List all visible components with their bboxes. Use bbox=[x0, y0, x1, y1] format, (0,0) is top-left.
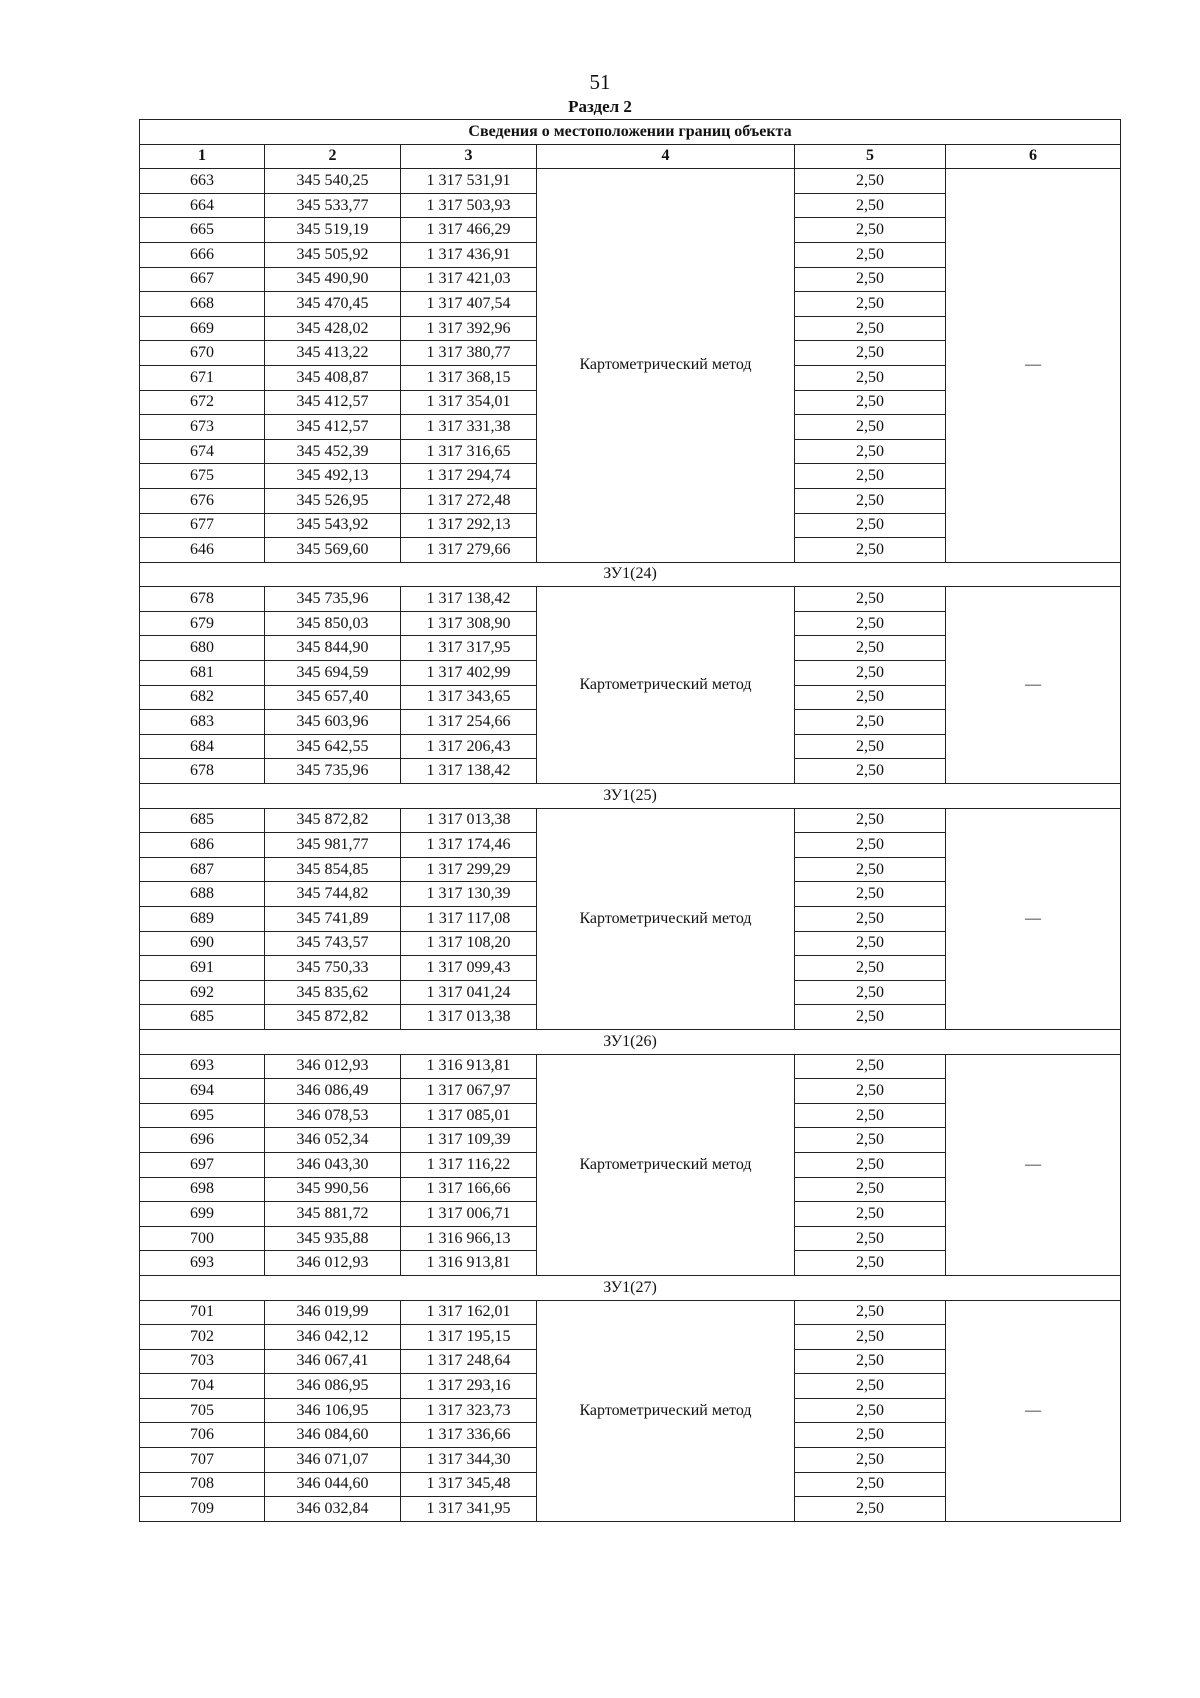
coord-x: 345 413,22 bbox=[265, 341, 401, 366]
method-cell: Картометрический метод bbox=[537, 587, 795, 784]
accuracy: 2,50 bbox=[795, 808, 946, 833]
coord-y: 1 317 316,65 bbox=[401, 439, 537, 464]
coord-y: 1 317 344,30 bbox=[401, 1448, 537, 1473]
accuracy: 2,50 bbox=[795, 1325, 946, 1350]
coord-x: 346 032,84 bbox=[265, 1497, 401, 1522]
point-number: 678 bbox=[140, 587, 265, 612]
coord-x: 345 526,95 bbox=[265, 488, 401, 513]
plot-label: ЗУ1(24) bbox=[140, 562, 1121, 587]
coord-x: 345 452,39 bbox=[265, 439, 401, 464]
coord-x: 345 741,89 bbox=[265, 907, 401, 932]
coord-x: 346 067,41 bbox=[265, 1349, 401, 1374]
point-number: 685 bbox=[140, 1005, 265, 1030]
plot-header-row bbox=[140, 1029, 1121, 1054]
coord-y: 1 316 966,13 bbox=[401, 1226, 537, 1251]
coord-y: 1 317 109,39 bbox=[401, 1128, 537, 1153]
point-number: 681 bbox=[140, 661, 265, 686]
coord-y: 1 317 368,15 bbox=[401, 365, 537, 390]
coord-x: 345 854,85 bbox=[265, 857, 401, 882]
coord-x: 345 881,72 bbox=[265, 1202, 401, 1227]
accuracy: 2,50 bbox=[795, 1398, 946, 1423]
point-number: 697 bbox=[140, 1152, 265, 1177]
point-number: 684 bbox=[140, 734, 265, 759]
plot-label: ЗУ1(27) bbox=[140, 1275, 1121, 1300]
point-number: 673 bbox=[140, 415, 265, 440]
coord-y: 1 317 013,38 bbox=[401, 1005, 537, 1030]
coord-y: 1 317 308,90 bbox=[401, 611, 537, 636]
coord-y: 1 317 206,43 bbox=[401, 734, 537, 759]
coord-x: 345 735,96 bbox=[265, 587, 401, 612]
accuracy: 2,50 bbox=[795, 1103, 946, 1128]
coord-x: 346 078,53 bbox=[265, 1103, 401, 1128]
coord-y: 1 317 117,08 bbox=[401, 907, 537, 932]
point-number: 677 bbox=[140, 513, 265, 538]
coord-x: 346 106,95 bbox=[265, 1398, 401, 1423]
coord-x: 345 844,90 bbox=[265, 636, 401, 661]
coord-y: 1 317 407,54 bbox=[401, 292, 537, 317]
accuracy: 2,50 bbox=[795, 316, 946, 341]
coord-y: 1 316 913,81 bbox=[401, 1054, 537, 1079]
accuracy: 2,50 bbox=[795, 488, 946, 513]
coord-y: 1 317 336,66 bbox=[401, 1423, 537, 1448]
point-number: 693 bbox=[140, 1054, 265, 1079]
coord-y: 1 317 099,43 bbox=[401, 956, 537, 981]
coord-y: 1 317 436,91 bbox=[401, 242, 537, 267]
coord-y: 1 317 130,39 bbox=[401, 882, 537, 907]
point-number: 705 bbox=[140, 1398, 265, 1423]
table-row bbox=[140, 169, 1121, 194]
point-number: 696 bbox=[140, 1128, 265, 1153]
coord-y: 1 317 108,20 bbox=[401, 931, 537, 956]
accuracy: 2,50 bbox=[795, 1128, 946, 1153]
accuracy: 2,50 bbox=[795, 956, 946, 981]
coord-x: 345 735,96 bbox=[265, 759, 401, 784]
coord-y: 1 317 293,16 bbox=[401, 1374, 537, 1399]
accuracy: 2,50 bbox=[795, 513, 946, 538]
point-number: 670 bbox=[140, 341, 265, 366]
coord-y: 1 317 402,99 bbox=[401, 661, 537, 686]
point-number: 676 bbox=[140, 488, 265, 513]
coord-y: 1 317 466,29 bbox=[401, 218, 537, 243]
point-number: 675 bbox=[140, 464, 265, 489]
coord-y: 1 317 292,13 bbox=[401, 513, 537, 538]
accuracy: 2,50 bbox=[795, 611, 946, 636]
note-cell: — bbox=[946, 587, 1121, 784]
accuracy: 2,50 bbox=[795, 365, 946, 390]
column-header-row bbox=[140, 144, 1121, 169]
point-number: 678 bbox=[140, 759, 265, 784]
coord-x: 346 052,34 bbox=[265, 1128, 401, 1153]
accuracy: 2,50 bbox=[795, 1497, 946, 1522]
point-number: 663 bbox=[140, 169, 265, 194]
point-number: 699 bbox=[140, 1202, 265, 1227]
table-caption-row bbox=[140, 120, 1121, 145]
coord-x: 345 835,62 bbox=[265, 980, 401, 1005]
coord-y: 1 317 272,48 bbox=[401, 488, 537, 513]
table-caption: Сведения о местоположении границ объекта bbox=[140, 120, 1121, 145]
point-number: 694 bbox=[140, 1079, 265, 1104]
coord-x: 346 012,93 bbox=[265, 1251, 401, 1276]
coord-x: 346 019,99 bbox=[265, 1300, 401, 1325]
accuracy: 2,50 bbox=[795, 1079, 946, 1104]
point-number: 702 bbox=[140, 1325, 265, 1350]
table-body bbox=[140, 169, 1121, 1522]
accuracy: 2,50 bbox=[795, 1374, 946, 1399]
column-header: 1 bbox=[140, 144, 265, 169]
coord-y: 1 317 354,01 bbox=[401, 390, 537, 415]
accuracy: 2,50 bbox=[795, 218, 946, 243]
point-number: 667 bbox=[140, 267, 265, 292]
coord-x: 345 694,59 bbox=[265, 661, 401, 686]
coord-y: 1 317 041,24 bbox=[401, 980, 537, 1005]
point-number: 683 bbox=[140, 710, 265, 735]
accuracy: 2,50 bbox=[795, 169, 946, 194]
point-number: 700 bbox=[140, 1226, 265, 1251]
point-number: 685 bbox=[140, 808, 265, 833]
page-number: 51 bbox=[589, 70, 611, 94]
accuracy: 2,50 bbox=[795, 587, 946, 612]
point-number: 698 bbox=[140, 1177, 265, 1202]
coord-y: 1 317 195,15 bbox=[401, 1325, 537, 1350]
plot-header-row bbox=[140, 562, 1121, 587]
coord-y: 1 317 279,66 bbox=[401, 538, 537, 563]
accuracy: 2,50 bbox=[795, 882, 946, 907]
point-number: 682 bbox=[140, 685, 265, 710]
coord-x: 345 540,25 bbox=[265, 169, 401, 194]
accuracy: 2,50 bbox=[795, 1177, 946, 1202]
coord-x: 346 012,93 bbox=[265, 1054, 401, 1079]
note-cell: — bbox=[946, 808, 1121, 1029]
coord-y: 1 317 116,22 bbox=[401, 1152, 537, 1177]
accuracy: 2,50 bbox=[795, 292, 946, 317]
accuracy: 2,50 bbox=[795, 1300, 946, 1325]
accuracy: 2,50 bbox=[795, 734, 946, 759]
point-number: 690 bbox=[140, 931, 265, 956]
coord-y: 1 317 294,74 bbox=[401, 464, 537, 489]
method-cell: Картометрический метод bbox=[537, 169, 795, 563]
method-cell: Картометрический метод bbox=[537, 1300, 795, 1521]
coord-y: 1 317 331,38 bbox=[401, 415, 537, 440]
coord-y: 1 317 345,48 bbox=[401, 1472, 537, 1497]
coord-x: 345 872,82 bbox=[265, 1005, 401, 1030]
column-header: 2 bbox=[265, 144, 401, 169]
point-number: 679 bbox=[140, 611, 265, 636]
coord-y: 1 317 299,29 bbox=[401, 857, 537, 882]
coord-x: 345 657,40 bbox=[265, 685, 401, 710]
plot-label: ЗУ1(25) bbox=[140, 784, 1121, 809]
coord-y: 1 317 013,38 bbox=[401, 808, 537, 833]
point-number: 704 bbox=[140, 1374, 265, 1399]
coord-x: 345 743,57 bbox=[265, 931, 401, 956]
coord-y: 1 317 174,46 bbox=[401, 833, 537, 858]
accuracy: 2,50 bbox=[795, 242, 946, 267]
accuracy: 2,50 bbox=[795, 1152, 946, 1177]
coord-x: 346 084,60 bbox=[265, 1423, 401, 1448]
column-header: 6 bbox=[946, 144, 1121, 169]
coord-x: 345 981,77 bbox=[265, 833, 401, 858]
point-number: 706 bbox=[140, 1423, 265, 1448]
coord-y: 1 317 421,03 bbox=[401, 267, 537, 292]
accuracy: 2,50 bbox=[795, 439, 946, 464]
coord-x: 345 569,60 bbox=[265, 538, 401, 563]
point-number: 669 bbox=[140, 316, 265, 341]
coord-x: 345 490,90 bbox=[265, 267, 401, 292]
accuracy: 2,50 bbox=[795, 1202, 946, 1227]
accuracy: 2,50 bbox=[795, 267, 946, 292]
accuracy: 2,50 bbox=[795, 1472, 946, 1497]
coord-y: 1 317 323,73 bbox=[401, 1398, 537, 1423]
accuracy: 2,50 bbox=[795, 685, 946, 710]
column-header: 4 bbox=[537, 144, 795, 169]
coord-x: 345 519,19 bbox=[265, 218, 401, 243]
coord-x: 345 543,92 bbox=[265, 513, 401, 538]
point-number: 688 bbox=[140, 882, 265, 907]
column-header: 3 bbox=[401, 144, 537, 169]
coord-x: 345 428,02 bbox=[265, 316, 401, 341]
point-number: 707 bbox=[140, 1448, 265, 1473]
point-number: 646 bbox=[140, 538, 265, 563]
accuracy: 2,50 bbox=[795, 980, 946, 1005]
coord-y: 1 317 380,77 bbox=[401, 341, 537, 366]
accuracy: 2,50 bbox=[795, 390, 946, 415]
coord-x: 346 044,60 bbox=[265, 1472, 401, 1497]
point-number: 664 bbox=[140, 193, 265, 218]
point-number: 708 bbox=[140, 1472, 265, 1497]
accuracy: 2,50 bbox=[795, 538, 946, 563]
table-row bbox=[140, 808, 1121, 833]
accuracy: 2,50 bbox=[795, 1005, 946, 1030]
coord-y: 1 317 317,95 bbox=[401, 636, 537, 661]
point-number: 692 bbox=[140, 980, 265, 1005]
coord-x: 345 603,96 bbox=[265, 710, 401, 735]
point-number: 687 bbox=[140, 857, 265, 882]
coord-x: 345 642,55 bbox=[265, 734, 401, 759]
note-cell: — bbox=[946, 1054, 1121, 1275]
accuracy: 2,50 bbox=[795, 636, 946, 661]
coord-x: 345 533,77 bbox=[265, 193, 401, 218]
accuracy: 2,50 bbox=[795, 1054, 946, 1079]
coord-x: 345 872,82 bbox=[265, 808, 401, 833]
accuracy: 2,50 bbox=[795, 415, 946, 440]
coord-x: 345 990,56 bbox=[265, 1177, 401, 1202]
coord-x: 345 750,33 bbox=[265, 956, 401, 981]
coord-x: 345 408,87 bbox=[265, 365, 401, 390]
coord-y: 1 317 085,01 bbox=[401, 1103, 537, 1128]
accuracy: 2,50 bbox=[795, 464, 946, 489]
point-number: 671 bbox=[140, 365, 265, 390]
coord-x: 345 850,03 bbox=[265, 611, 401, 636]
coord-y: 1 316 913,81 bbox=[401, 1251, 537, 1276]
method-cell: Картометрический метод bbox=[537, 1054, 795, 1275]
coord-x: 345 505,92 bbox=[265, 242, 401, 267]
accuracy: 2,50 bbox=[795, 833, 946, 858]
point-number: 709 bbox=[140, 1497, 265, 1522]
coord-y: 1 317 138,42 bbox=[401, 587, 537, 612]
point-number: 703 bbox=[140, 1349, 265, 1374]
accuracy: 2,50 bbox=[795, 931, 946, 956]
point-number: 686 bbox=[140, 833, 265, 858]
coord-y: 1 317 254,66 bbox=[401, 710, 537, 735]
coord-x: 346 071,07 bbox=[265, 1448, 401, 1473]
boundary-coordinates-table bbox=[139, 119, 1121, 1522]
section-title: Раздел 2 bbox=[568, 97, 632, 116]
coord-y: 1 317 138,42 bbox=[401, 759, 537, 784]
accuracy: 2,50 bbox=[795, 661, 946, 686]
coord-y: 1 317 343,65 bbox=[401, 685, 537, 710]
point-number: 680 bbox=[140, 636, 265, 661]
coord-x: 345 492,13 bbox=[265, 464, 401, 489]
point-number: 672 bbox=[140, 390, 265, 415]
coord-x: 346 086,95 bbox=[265, 1374, 401, 1399]
coord-x: 346 086,49 bbox=[265, 1079, 401, 1104]
accuracy: 2,50 bbox=[795, 1423, 946, 1448]
accuracy: 2,50 bbox=[795, 341, 946, 366]
column-header: 5 bbox=[795, 144, 946, 169]
note-cell: — bbox=[946, 1300, 1121, 1521]
table-row bbox=[140, 1300, 1121, 1325]
accuracy: 2,50 bbox=[795, 710, 946, 735]
coord-x: 345 470,45 bbox=[265, 292, 401, 317]
accuracy: 2,50 bbox=[795, 857, 946, 882]
point-number: 689 bbox=[140, 907, 265, 932]
point-number: 693 bbox=[140, 1251, 265, 1276]
point-number: 695 bbox=[140, 1103, 265, 1128]
point-number: 674 bbox=[140, 439, 265, 464]
point-number: 665 bbox=[140, 218, 265, 243]
coord-x: 346 043,30 bbox=[265, 1152, 401, 1177]
coord-x: 346 042,12 bbox=[265, 1325, 401, 1350]
method-cell: Картометрический метод bbox=[537, 808, 795, 1029]
coord-y: 1 317 248,64 bbox=[401, 1349, 537, 1374]
accuracy: 2,50 bbox=[795, 1226, 946, 1251]
plot-header-row bbox=[140, 1275, 1121, 1300]
point-number: 701 bbox=[140, 1300, 265, 1325]
point-number: 666 bbox=[140, 242, 265, 267]
coord-y: 1 317 166,66 bbox=[401, 1177, 537, 1202]
coord-x: 345 412,57 bbox=[265, 415, 401, 440]
coord-y: 1 317 503,93 bbox=[401, 193, 537, 218]
plot-label: ЗУ1(26) bbox=[140, 1029, 1121, 1054]
coord-y: 1 317 531,91 bbox=[401, 169, 537, 194]
table-row bbox=[140, 587, 1121, 612]
coord-x: 345 412,57 bbox=[265, 390, 401, 415]
accuracy: 2,50 bbox=[795, 193, 946, 218]
coord-y: 1 317 006,71 bbox=[401, 1202, 537, 1227]
coord-x: 345 935,88 bbox=[265, 1226, 401, 1251]
accuracy: 2,50 bbox=[795, 1448, 946, 1473]
coord-y: 1 317 067,97 bbox=[401, 1079, 537, 1104]
coord-y: 1 317 392,96 bbox=[401, 316, 537, 341]
accuracy: 2,50 bbox=[795, 1251, 946, 1276]
plot-header-row bbox=[140, 784, 1121, 809]
note-cell: — bbox=[946, 169, 1121, 563]
accuracy: 2,50 bbox=[795, 1349, 946, 1374]
accuracy: 2,50 bbox=[795, 759, 946, 784]
accuracy: 2,50 bbox=[795, 907, 946, 932]
coord-x: 345 744,82 bbox=[265, 882, 401, 907]
coord-y: 1 317 162,01 bbox=[401, 1300, 537, 1325]
table-row bbox=[140, 1054, 1121, 1079]
point-number: 668 bbox=[140, 292, 265, 317]
point-number: 691 bbox=[140, 956, 265, 981]
coord-y: 1 317 341,95 bbox=[401, 1497, 537, 1522]
